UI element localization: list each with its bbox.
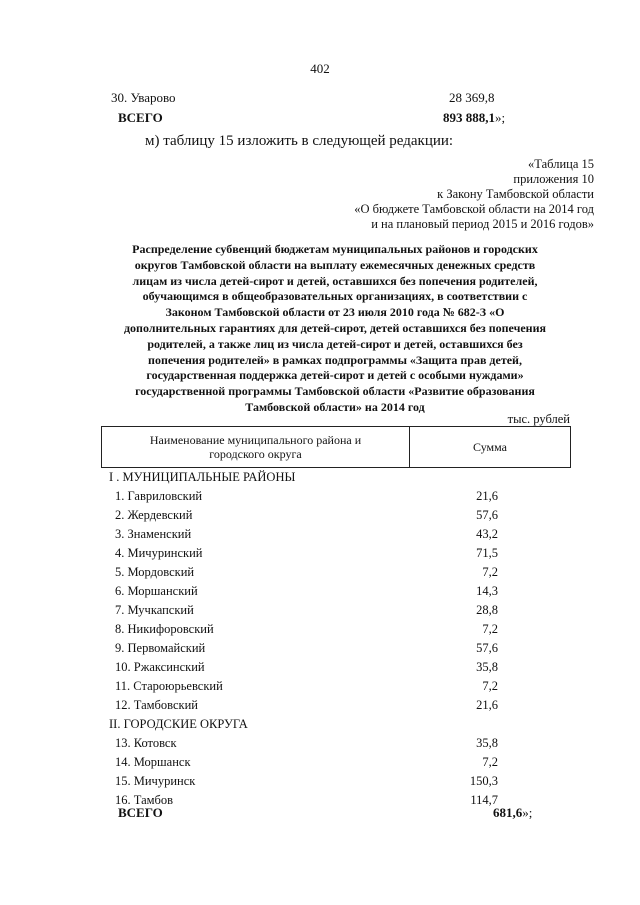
column-header-name-line2: городского округа — [209, 447, 302, 461]
prev-table-total-suffix: »; — [495, 110, 506, 125]
page-number: 402 — [310, 61, 330, 76]
prev-table-total-label: ВСЕГО — [118, 110, 163, 125]
row-value: 7,2 — [482, 755, 498, 769]
total-suffix: »; — [522, 805, 533, 820]
table-row — [101, 544, 571, 563]
total-value: 681,6 — [493, 805, 523, 820]
row-name: 10. Ржаксинский — [115, 660, 205, 674]
row-value: 14,3 — [476, 584, 498, 598]
annex-line: и на плановый период 2015 и 2016 годов» — [371, 217, 594, 231]
title-line: Тамбовской области» на 2014 год — [245, 399, 425, 414]
row-name: 14. Моршанск — [115, 755, 191, 769]
title-line: округов Тамбовской области на выплату ежемесячных денежных средств — [134, 257, 536, 272]
annex-reference — [354, 157, 594, 232]
row-value: 71,5 — [476, 546, 498, 560]
row-name: 16. Тамбов — [115, 793, 174, 807]
column-header-name — [102, 427, 410, 468]
row-value: 114,7 — [470, 793, 498, 807]
table-title — [100, 242, 570, 416]
annex-line: к Закону Тамбовской области — [437, 187, 594, 201]
section-heading-districts: I . МУНИЦИПАЛЬНЫЕ РАЙОНЫ — [109, 470, 296, 484]
row-name: 7. Мучкапский — [115, 603, 194, 617]
row-name: 6. Моршанский — [115, 584, 198, 598]
prev-table-total — [443, 110, 505, 126]
row-value: 57,6 — [476, 508, 498, 522]
prev-table-row-name: 30. Уварово — [111, 90, 176, 105]
title-line: попечения родителей» в рамках подпрограммы «Защита прав детей, — [148, 352, 522, 367]
title-line: государственной программы Тамбовской области «Развитие образования — [135, 384, 535, 399]
annex-line: приложения 10 — [513, 172, 594, 186]
row-name: 8. Никифоровский — [115, 622, 214, 636]
table-row — [101, 658, 571, 677]
column-header-name-line1: Наименование муниципального района и — [149, 433, 362, 447]
title-line: Законом Тамбовской области от 23 июля 2010 года № 682-З «О — [165, 305, 505, 320]
total-amount — [493, 805, 532, 821]
row-value: 7,2 — [482, 679, 498, 693]
row-value: 21,6 — [476, 489, 498, 503]
annex-line: «О бюджете Тамбовской области на 2014 год — [354, 202, 594, 216]
row-name: 5. Мордовский — [115, 565, 195, 579]
table-row — [101, 772, 571, 791]
title-line: дополнительных гарантиях для детей-сирот, детей оставшихся без попечения — [123, 320, 547, 335]
row-value: 7,2 — [482, 565, 498, 579]
table-row — [101, 734, 571, 753]
units-label: тыс. рублей — [507, 412, 570, 426]
row-value: 21,6 — [476, 698, 498, 712]
row-name: 13. Котовск — [115, 736, 177, 750]
title-line: Распределение субвенций бюджетам муниципальных районов и городских — [132, 242, 538, 256]
table-header — [101, 426, 571, 468]
table-row — [101, 620, 571, 639]
prev-table-total-value: 893 888,1 — [443, 110, 495, 125]
title-line: государственная поддержка детей-сирот и детей с особыми нуждами» — [146, 368, 524, 383]
row-value: 43,2 — [476, 527, 498, 541]
row-name: 3. Знаменский — [115, 527, 192, 541]
prev-table-row-value: 28 369,8 — [449, 90, 495, 105]
row-value: 35,8 — [476, 660, 498, 674]
table-row — [101, 525, 571, 544]
row-name: 9. Первомайский — [115, 641, 206, 655]
table-row — [101, 487, 571, 506]
annex-line: «Таблица 15 — [528, 157, 594, 171]
amendment-instruction: м) таблицу 15 изложить в следующей редакции: — [145, 133, 454, 149]
section-heading-cities: II. ГОРОДСКИЕ ОКРУГА — [109, 717, 248, 731]
row-value: 35,8 — [476, 736, 498, 750]
title-line: обучающимся в общеобразовательных организациях, в соответствии с — [142, 289, 528, 304]
table-row — [101, 677, 571, 696]
table-row — [101, 506, 571, 525]
column-header-sum: Сумма — [410, 427, 571, 468]
title-line: родителей, а также лиц из числа детей-сирот и детей, оставшихся без — [147, 336, 523, 351]
table-total-row — [118, 805, 533, 821]
row-value: 57,6 — [476, 641, 498, 655]
title-line: лицам из числа детей-сирот и детей, оставшихся без попечения родителей, — [132, 273, 538, 288]
table-row — [101, 639, 571, 658]
row-value: 7,2 — [482, 622, 498, 636]
table-row — [101, 582, 571, 601]
table-row — [101, 601, 571, 620]
row-name: 2. Жердевский — [115, 508, 193, 522]
row-value: 150,3 — [469, 774, 498, 788]
table-row — [101, 753, 571, 772]
total-label: ВСЕГО — [118, 805, 163, 820]
row-name: 1. Гавриловский — [115, 489, 203, 503]
row-name: 4. Мичуринский — [115, 546, 203, 560]
row-value: 28,8 — [476, 603, 498, 617]
table-row — [101, 563, 571, 582]
row-name: 15. Мичуринск — [115, 774, 196, 788]
table-body — [101, 468, 571, 810]
table-row — [101, 696, 571, 715]
row-name: 11. Староюрьевский — [115, 679, 223, 693]
row-name: 12. Тамбовский — [115, 698, 198, 712]
